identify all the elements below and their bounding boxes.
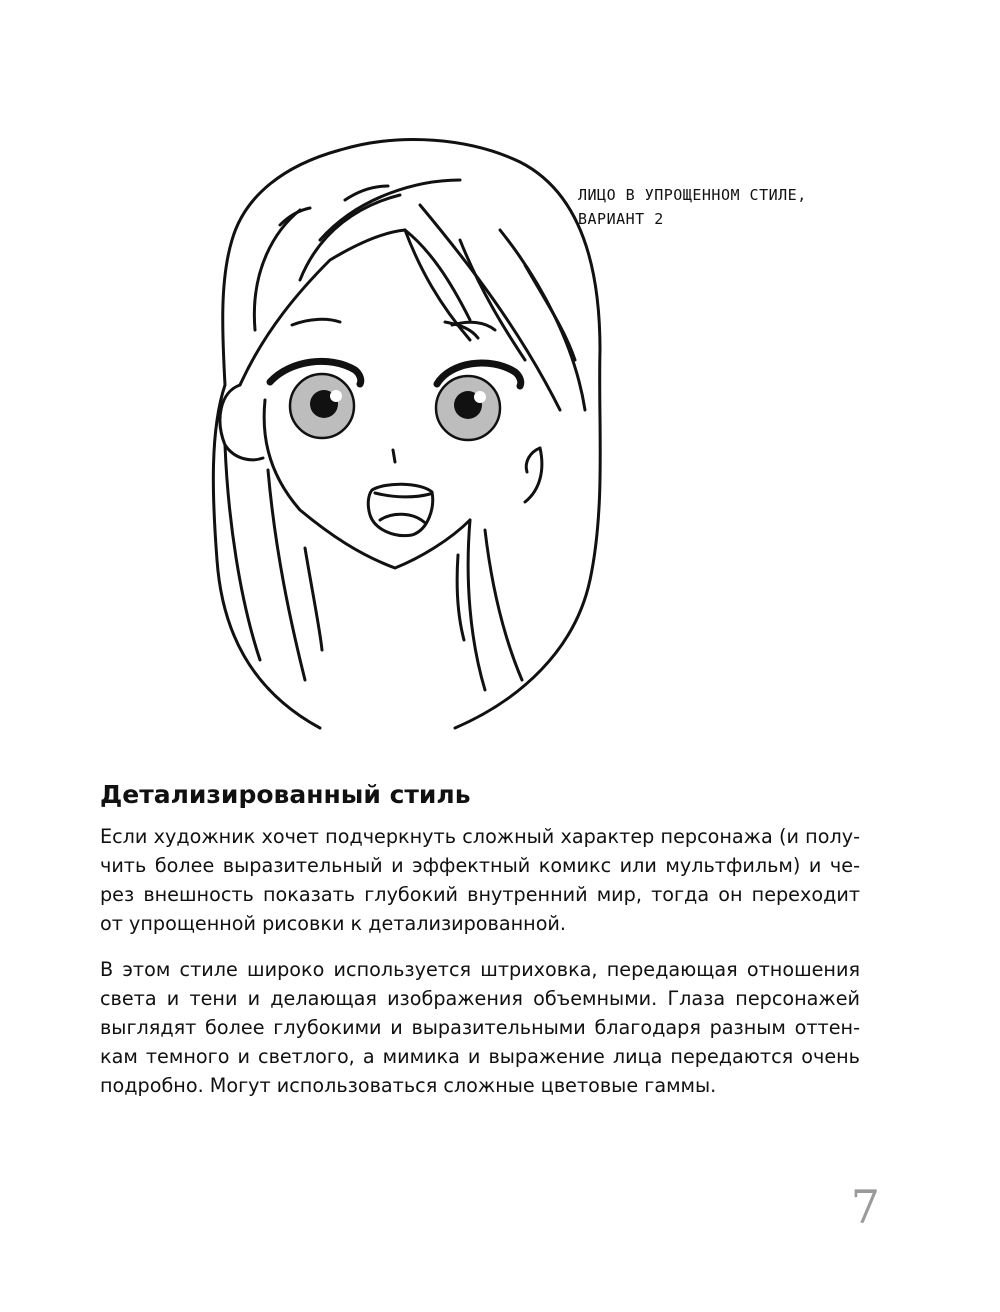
paragraph-line: В этом стиле широко используется штриховка, передающая отношения [100, 958, 860, 981]
caption-line: ЛИЦО В УПРОЩЕННОМ СТИЛЕ, [578, 186, 807, 204]
hair-side-right [468, 520, 485, 690]
paragraph-1 [100, 822, 860, 938]
hair-strand [280, 208, 310, 225]
paragraph-line: подробно. Могут использоваться сложные цветовые гаммы. [100, 1074, 717, 1097]
nose [393, 450, 395, 462]
right-ear [526, 448, 540, 472]
mouth-teeth [375, 493, 430, 497]
paragraph-line: чить более выразительный и эффектный комикс или мультфильм) и че- [100, 854, 860, 877]
left-eye-highlight [330, 390, 342, 402]
paragraph-line: света и тени и делающая изображения объемными. Глаза персонажей [100, 987, 860, 1010]
hair-side-right [457, 555, 464, 640]
page-number: 7 [850, 1180, 880, 1234]
hair-strand [320, 180, 460, 240]
hair-side-left [268, 470, 305, 680]
mouth-tongue [380, 514, 424, 522]
illustration-caption [578, 183, 878, 231]
hair-side-left [305, 548, 322, 650]
mouth [368, 484, 432, 535]
right-eye-highlight [474, 391, 486, 403]
paragraph-line: кам темного и светлого, а мимика и выражение лица передаются очень [100, 1045, 860, 1068]
paragraph-line: выглядят более глубокими и выразительными благодаря разным оттен- [100, 1016, 860, 1039]
caption-line: ВАРИАНТ 2 [578, 210, 664, 228]
paragraph-2 [100, 955, 860, 1100]
face-right-cheek [525, 448, 542, 502]
hair-side-right [485, 530, 522, 680]
paragraph-line: рез внешность показать глубокий внутренний мир, тогда он переходит [100, 883, 860, 906]
left-eyebrow [292, 319, 340, 325]
anime-girl-face-illustration [180, 120, 640, 760]
paragraph-line: Если художник хочет подчеркнуть сложный характер персонажа (и полу- [100, 825, 860, 848]
fringe [500, 230, 585, 410]
paragraph-line: от упрощенной рисовки к детализированной. [100, 912, 566, 935]
hair-strand [254, 210, 300, 330]
hair-strand [300, 195, 400, 280]
hair-outline [213, 140, 600, 728]
section-heading: Детализированный стиль [100, 780, 471, 809]
